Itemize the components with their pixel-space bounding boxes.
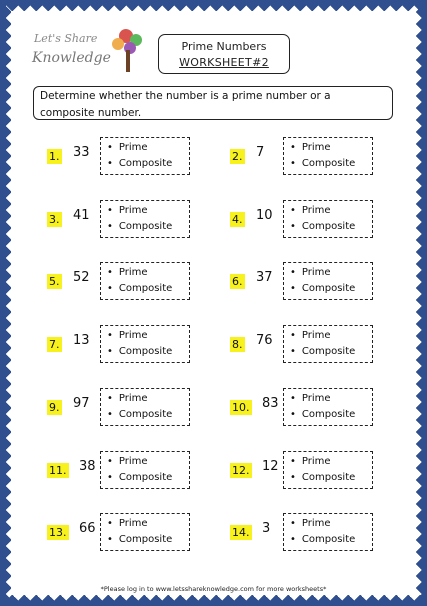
option-composite[interactable]: • Composite	[107, 409, 172, 420]
question-value: 41	[73, 208, 90, 223]
question-value: 33	[73, 145, 90, 160]
question-item	[230, 325, 400, 365]
question-item	[230, 200, 400, 240]
option-composite[interactable]: • Composite	[290, 409, 355, 420]
question-value: 38	[79, 459, 96, 474]
question-item	[47, 513, 217, 553]
page-border-top	[0, 0, 427, 11]
option-prime[interactable]: • Prime	[290, 456, 331, 467]
question-value: 97	[73, 396, 90, 411]
question-number: 7.	[49, 338, 60, 351]
question-value: 66	[79, 521, 96, 536]
footer-note: *Please log in to www.letsshareknowledge.com for more worksheets*	[100, 585, 327, 593]
option-composite[interactable]: • Composite	[290, 221, 355, 232]
option-prime[interactable]: • Prime	[107, 518, 148, 529]
question-item	[230, 262, 400, 302]
question-item	[47, 451, 217, 491]
option-composite[interactable]: • Composite	[107, 283, 172, 294]
answer-options-box[interactable]	[283, 137, 373, 175]
answer-options-box[interactable]	[100, 200, 190, 238]
question-number: 11.	[49, 464, 67, 477]
instruction-box: Determine whether the number is a prime number or a composite number.	[33, 86, 393, 120]
question-number: 14.	[232, 526, 250, 539]
option-prime[interactable]: • Prime	[107, 205, 148, 216]
option-prime[interactable]: • Prime	[107, 456, 148, 467]
option-composite[interactable]: • Composite	[290, 534, 355, 545]
page-border-bottom	[0, 595, 427, 606]
option-prime[interactable]: • Prime	[107, 267, 148, 278]
option-composite[interactable]: • Composite	[107, 472, 172, 483]
answer-options-box[interactable]	[283, 200, 373, 238]
question-number: 13.	[49, 526, 67, 539]
question-value: 83	[262, 396, 279, 411]
option-composite[interactable]: • Composite	[290, 283, 355, 294]
option-prime[interactable]: • Prime	[290, 393, 331, 404]
option-composite[interactable]: • Composite	[290, 346, 355, 357]
question-item	[47, 388, 217, 428]
site-logo	[30, 22, 150, 77]
option-prime[interactable]: • Prime	[107, 393, 148, 404]
option-composite[interactable]: • Composite	[290, 472, 355, 483]
question-item	[47, 200, 217, 240]
question-number: 6.	[232, 275, 243, 288]
answer-options-box[interactable]	[283, 451, 373, 489]
answer-options-box[interactable]	[283, 325, 373, 363]
question-item	[230, 451, 400, 491]
option-composite[interactable]: • Composite	[107, 158, 172, 169]
question-value: 37	[256, 270, 273, 285]
option-prime[interactable]: • Prime	[290, 518, 331, 529]
answer-options-box[interactable]	[100, 262, 190, 300]
worksheet-subtitle: WORKSHEET#2	[179, 56, 269, 69]
question-number: 10.	[232, 401, 250, 414]
answer-options-box[interactable]	[100, 137, 190, 175]
question-value: 76	[256, 333, 273, 348]
option-composite[interactable]: • Composite	[107, 346, 172, 357]
question-value: 52	[73, 270, 90, 285]
answer-options-box[interactable]	[100, 388, 190, 426]
answer-options-box[interactable]	[100, 451, 190, 489]
title-box	[158, 34, 290, 74]
option-prime[interactable]: • Prime	[107, 330, 148, 341]
answer-options-box[interactable]	[283, 513, 373, 551]
question-item	[230, 513, 400, 553]
question-item	[47, 325, 217, 365]
option-prime[interactable]: • Prime	[290, 267, 331, 278]
page-border-right	[416, 0, 427, 606]
question-item	[47, 262, 217, 302]
question-number: 5.	[49, 275, 60, 288]
answer-options-box[interactable]	[283, 388, 373, 426]
question-number: 3.	[49, 213, 60, 226]
question-value: 13	[73, 333, 90, 348]
option-prime[interactable]: • Prime	[290, 330, 331, 341]
question-number: 9.	[49, 401, 60, 414]
question-item	[230, 388, 400, 428]
question-number: 8.	[232, 338, 243, 351]
question-value: 12	[262, 459, 279, 474]
worksheet-title: Prime Numbers	[181, 40, 267, 53]
question-item	[230, 137, 400, 177]
option-prime[interactable]: • Prime	[290, 205, 331, 216]
question-number: 4.	[232, 213, 243, 226]
answer-options-box[interactable]	[100, 325, 190, 363]
answer-options-box[interactable]	[283, 262, 373, 300]
option-prime[interactable]: • Prime	[290, 142, 331, 153]
option-composite[interactable]: • Composite	[107, 534, 172, 545]
logo-line-2: Knowledge	[32, 50, 111, 66]
question-number: 1.	[49, 150, 60, 163]
option-composite[interactable]: • Composite	[107, 221, 172, 232]
question-number: 2.	[232, 150, 243, 163]
answer-options-box[interactable]	[100, 513, 190, 551]
page-border-left	[0, 0, 11, 606]
question-number: 12.	[232, 464, 250, 477]
option-prime[interactable]: • Prime	[107, 142, 148, 153]
question-item	[47, 137, 217, 177]
logo-line-1: Let's Share	[34, 32, 98, 45]
question-value: 7	[256, 145, 265, 160]
question-value: 10	[256, 208, 273, 223]
option-composite[interactable]: • Composite	[290, 158, 355, 169]
question-value: 3	[262, 521, 271, 536]
